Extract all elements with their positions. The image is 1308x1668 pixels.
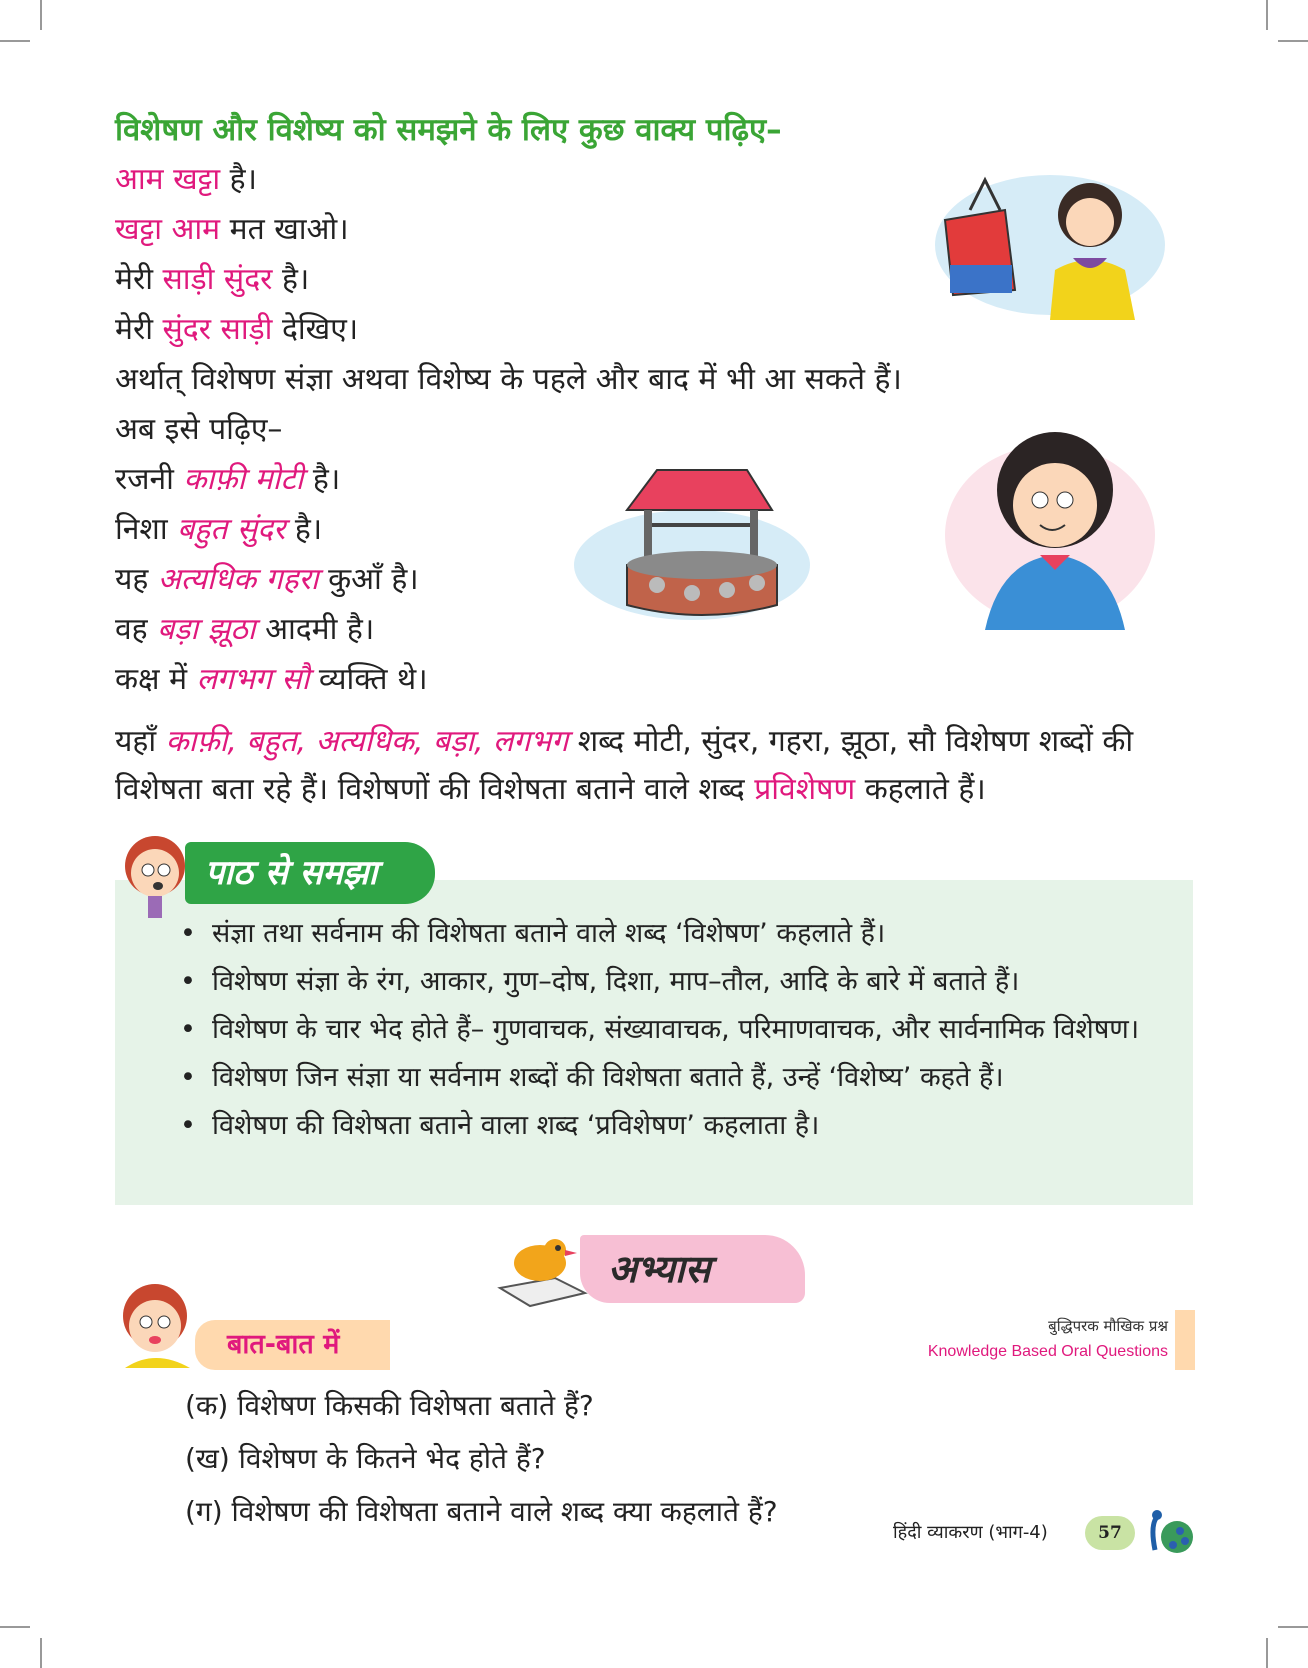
girl-illustration bbox=[940, 420, 1160, 630]
oral-questions-label: बुद्धिपरक मौखिक प्रश्न Knowledge Based Oral Questions bbox=[927, 1317, 1168, 1360]
question-item: (क) विशेषण किसकी विशेषता बताते हैं? bbox=[185, 1389, 594, 1422]
example-sentence: खट्टा आम मत खाओ। bbox=[115, 212, 349, 247]
list-item: • विशेषण की विशेषता बताने वाला शब्द ‘प्रविशेषण’ कहलाता है। bbox=[180, 1102, 1190, 1150]
page-number: 57 bbox=[1085, 1516, 1135, 1550]
crop-mark bbox=[40, 1638, 42, 1668]
summary-list bbox=[180, 910, 1190, 1150]
bird-illustration bbox=[495, 1228, 590, 1308]
crop-mark bbox=[1278, 40, 1308, 42]
example-sentence: वह बड़ा झूठा आदमी है। bbox=[115, 612, 375, 647]
highlight-phrase: बड़ा झूठा bbox=[157, 612, 256, 647]
example-sentence: कक्ष में लगभग सौ व्यक्ति थे। bbox=[115, 662, 428, 697]
woman-with-bag-illustration bbox=[925, 160, 1165, 320]
section-heading: विशेषण और विशेष्य को समझने के लिए कुछ वाक्य पढ़िए– bbox=[115, 112, 782, 148]
question-item: (ख) विशेषण के कितने भेद होते हैं? bbox=[185, 1442, 546, 1475]
example-sentence: निशा बहुत सुंदर है। bbox=[115, 512, 323, 547]
example-sentence: मेरी सुंदर साड़ी देखिए। bbox=[115, 312, 359, 347]
crop-mark bbox=[0, 40, 30, 42]
highlight-phrase: काफ़ी मोटी bbox=[183, 462, 304, 497]
highlight-phrase: लगभग सौ bbox=[196, 662, 310, 697]
crop-mark bbox=[1278, 1626, 1308, 1628]
list-item: • विशेषण के चार भेद होते हैं– गुणवाचक, संख्यावाचक, परिमाणवाचक, और सार्वनामिक विशेषण। bbox=[180, 1006, 1190, 1054]
summary-title: पाठ से समझा bbox=[185, 842, 435, 904]
example-sentence: रजनी काफ़ी मोटी है। bbox=[115, 462, 341, 497]
oral-label-bar bbox=[1175, 1310, 1195, 1370]
crop-mark bbox=[0, 1626, 30, 1628]
question-item: (ग) विशेषण की विशेषता बताने वाले शब्द क्या कहलाते हैं? bbox=[185, 1495, 778, 1528]
crop-mark bbox=[1266, 1638, 1268, 1668]
highlight-phrase: काफ़ी, बहुत, अत्यधिक, बड़ा, लगभग bbox=[165, 724, 569, 759]
note-sentence: अर्थात् विशेषण संज्ञा अथवा विशेष्य के पहले और बाद में भी आ सकते हैं। bbox=[115, 362, 902, 397]
example-sentence: मेरी साड़ी सुंदर है। bbox=[115, 262, 310, 297]
term-highlight: प्रविशेषण bbox=[754, 772, 856, 807]
highlight-phrase: आम खट्टा bbox=[115, 162, 221, 197]
highlight-phrase: खट्टा आम bbox=[115, 212, 221, 247]
read-now-text: अब इसे पढ़िए– bbox=[115, 412, 283, 447]
baat-banner: बात-बात में bbox=[195, 1320, 390, 1370]
example-sentence: आम खट्टा है। bbox=[115, 162, 257, 197]
explanation-paragraph: यहाँ काफ़ी, बहुत, अत्यधिक, बड़ा, लगभग शब्द मोटी, सुंदर, गहरा, झूठा, सौ विशेषण शब्दों की विशेषता बता रहे हैं। विशेषणों की विशेषता बताने वाले शब्द प्रविशेषण कहलाते हैं। bbox=[115, 724, 1134, 807]
peacock-icon bbox=[1135, 1505, 1195, 1565]
example-sentence: यह अत्यधिक गहरा कुआँ है। bbox=[115, 562, 419, 597]
highlight-phrase: सुंदर साड़ी bbox=[162, 312, 273, 347]
crop-mark bbox=[40, 0, 42, 30]
crop-mark bbox=[1266, 0, 1268, 30]
well-illustration bbox=[572, 455, 812, 625]
list-item: • संज्ञा तथा सर्वनाम की विशेषता बताने वाले शब्द ‘विशेषण’ कहलाते हैं। bbox=[180, 910, 1190, 958]
list-item: • विशेषण जिन संज्ञा या सर्वनाम शब्दों की विशेषता बताते हैं, उन्हें ‘विशेष्य’ कहते हैं। bbox=[180, 1054, 1190, 1102]
practice-title: अभ्यास bbox=[608, 1247, 711, 1291]
list-item: • विशेषण संज्ञा के रंग, आकार, गुण–दोष, दिशा, माप–तौल, आदि के बारे में बताते हैं। bbox=[180, 958, 1190, 1006]
boy-mascot-illustration bbox=[110, 1278, 205, 1368]
book-title: हिंदी व्याकरण (भाग-4) bbox=[893, 1522, 1048, 1543]
highlight-phrase: बहुत सुंदर bbox=[177, 512, 286, 547]
highlight-phrase: साड़ी सुंदर bbox=[162, 262, 273, 297]
highlight-phrase: अत्यधिक गहरा bbox=[157, 562, 319, 597]
